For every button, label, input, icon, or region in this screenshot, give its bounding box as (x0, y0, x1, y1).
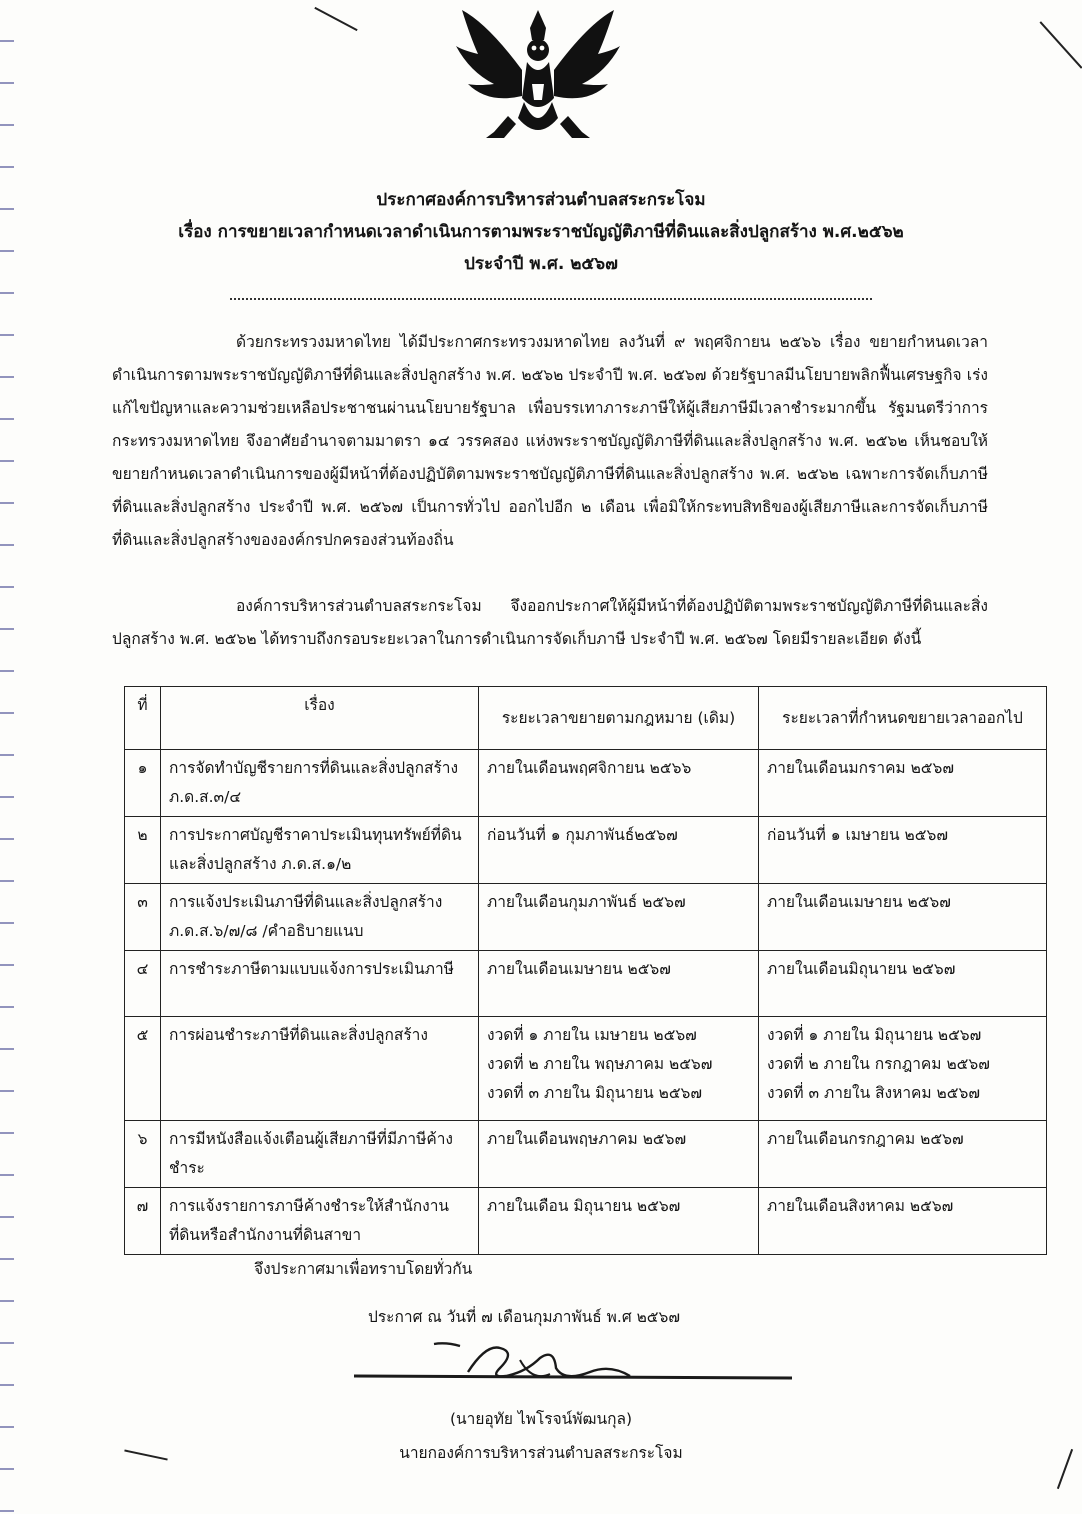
header-original-period: ระยะเวลาขยายตามกฎหมาย (เดิม) (479, 687, 759, 750)
period-line: ก่อนวันที่ ๑ กุมภาพันธ์๒๕๖๗ (487, 826, 678, 844)
dotted-separator (230, 298, 872, 300)
row-number: ๔ (125, 951, 161, 1017)
table-row (125, 1121, 1047, 1188)
row-original-period (479, 1188, 759, 1255)
signer-title: นายกองค์การบริหารส่วนตำบลสระกระโจม (399, 1444, 683, 1462)
header-topic: เรื่อง (161, 687, 479, 750)
row-original-period (479, 884, 759, 951)
period-line: ภายในเดือนพฤศจิกายน ๒๕๖๖ (487, 759, 692, 777)
installment-line: งวดที่ ๑ ภายใน มิถุนายน ๒๕๖๗ (767, 1026, 982, 1044)
period-line: ภายในเดือนสิงหาคม ๒๕๖๗ (767, 1197, 954, 1215)
row-topic: การชำระภาษีตามแบบแจ้งการประเมินภาษี (161, 951, 479, 1017)
table-row (125, 817, 1047, 884)
period-line: ภายในเดือนเมษายน ๒๕๖๗ (487, 960, 671, 978)
row-original-period (479, 750, 759, 817)
period-line: ภายในเดือนมกราคม ๒๕๖๗ (767, 759, 955, 777)
row-number: ๑ (125, 750, 161, 817)
header-no: ที่ (125, 687, 161, 750)
row-original-period (479, 1121, 759, 1188)
body-paragraph-1: ด้วยกระทรวงมหาดไทย ได้มีประกาศกระทรวงมหาดไทย ลงวันที่ ๙ พฤศจิกายน ๒๕๖๖ เรื่อง ขยายกำหนดเวลาดำเนินการตามพระราชบัญญัติภาษีที่ดินและสิ่งปลูกสร้าง พ.ศ. ๒๕๖๒ ประจำปี พ.ศ. ๒๕๖๗ ด้วยรัฐบาลมีนโยบายพลิกฟื้นเศรษฐกิจ เร่งแก้ไขปัญหาและความช่วยเหลือประชาชนผ่านนโยบายรัฐบาล เพื่อบรรเทาภาระภาษีให้ผู้เสียภาษีมีเวลาชำระมากขึ้น รัฐมนตรีว่าการกระทรวงมหาดไทย จึงอาศัยอำนาจตามมาตรา ๑๔ วรรคสอง แห่งพระราชบัญญัติภาษีที่ดินและสิ่งปลูกสร้าง พ.ศ. ๒๕๖๒ เห็นชอบให้ขยายกำหนดเวลาดำเนินการของผู้มีหน้าที่ต้องปฏิบัติตามพระราชบัญญัติภาษีที่ดินและสิ่งปลูกสร้าง พ.ศ. ๒๕๖๒ เฉพาะการจัดเก็บภาษีที่ดินและสิ่งปลูกสร้าง ประจำปี พ.ศ. ๒๕๖๗ เป็นการทั่วไป ออกไปอีก ๒ เดือน เพื่อมิให้กระทบสิทธิของผู้เสียภาษีและการจัดเก็บภาษีที่ดินและสิ่งปลูกสร้างขององค์กรปกครองส่วนท้องถิ่น (112, 333, 988, 549)
announcement-date: ประกาศ ณ วันที่ ๗ เดือนกุมภาพันธ์ พ.ศ ๒๕๖๗ (368, 1308, 681, 1326)
row-topic: การประกาศบัญชีราคาประเมินทุนทรัพย์ที่ดินและสิ่งปลูกสร้าง ภ.ด.ส.๑/๒ (161, 817, 479, 884)
row-number: ๒ (125, 817, 161, 884)
announcement-title: ประกาศองค์การบริหารส่วนตำบลสระกระโจม (376, 190, 706, 210)
row-extended-period (759, 884, 1047, 951)
row-number: ๓ (125, 884, 161, 951)
body-paragraph-2: องค์การบริหารส่วนตำบลสระกระโจม จึงออกประกาศให้ผู้มีหน้าที่ต้องปฏิบัติตามพระราชบัญญัติภาษีที่ดินและสิ่งปลูกสร้าง พ.ศ. ๒๕๖๒ ได้ทราบถึงกรอบระยะเวลาในการดำเนินการจัดเก็บภาษี ประจำปี พ.ศ. ๒๕๖๗ โดยมีรายละเอียด ดังนี้ (112, 597, 988, 648)
row-topic: การผ่อนชำระภาษีที่ดินและสิ่งปลูกสร้าง (161, 1017, 479, 1121)
period-line: ภายในเดือนเมษายน ๒๕๖๗ (767, 893, 951, 911)
row-original-period (479, 1017, 759, 1121)
table-row (125, 1188, 1047, 1255)
row-extended-period (759, 1188, 1047, 1255)
schedule-table (124, 686, 1047, 1255)
period-line: ภายในเดือนมิถุนายน ๒๕๖๗ (767, 960, 956, 978)
period-line: ภายในเดือนพฤษภาคม ๒๕๖๗ (487, 1130, 687, 1148)
table-header-row (125, 687, 1047, 750)
row-extended-period (759, 817, 1047, 884)
period-line: ภายในเดือน มิถุนายน ๒๕๖๗ (487, 1197, 681, 1215)
signature-image (350, 1338, 800, 1398)
pen-mark-top (314, 7, 357, 31)
row-extended-period (759, 951, 1047, 1017)
row-extended-period (759, 1017, 1047, 1121)
row-topic: การแจ้งประเมินภาษีที่ดินและสิ่งปลูกสร้าง ภ.ด.ส.๖/๗/๘ /คำอธิบายแนบ (161, 884, 479, 951)
announcement-year: ประจำปี พ.ศ. ๒๕๖๗ (464, 254, 618, 274)
period-line: ภายในเดือนกรกฎาคม ๒๕๖๗ (767, 1130, 964, 1148)
row-number: ๗ (125, 1188, 161, 1255)
garuda-emblem-icon (448, 6, 628, 148)
table-row (125, 750, 1047, 817)
period-line: ก่อนวันที่ ๑ เมษายน ๒๕๖๗ (767, 826, 948, 844)
installment-line: งวดที่ ๓ ภายใน มิถุนายน ๒๕๖๗ (487, 1084, 703, 1102)
row-extended-period (759, 1121, 1047, 1188)
table-row (125, 951, 1047, 1017)
header-extended-period: ระยะเวลาที่กำหนดขยายเวลาออกไป (759, 687, 1047, 750)
row-topic: การแจ้งรายการภาษีค้างชำระให้สำนักงานที่ดินหรือสำนักงานที่ดินสาขา (161, 1188, 479, 1255)
closing-notice: จึงประกาศมาเพื่อทราบโดยทั่วกัน (254, 1260, 473, 1278)
row-number: ๕ (125, 1017, 161, 1121)
row-original-period (479, 817, 759, 884)
installment-line: งวดที่ ๒ ภายใน พฤษภาคม ๒๕๖๗ (487, 1055, 713, 1073)
table-row (125, 884, 1047, 951)
announcement-subject: เรื่อง การขยายเวลากำหนดเวลาดำเนินการตามพระราชบัญญัติภาษีที่ดินและสิ่งปลูกสร้าง พ.ศ.๒๕๖๒ (178, 222, 904, 242)
table-row (125, 1017, 1047, 1121)
signer-name: (นายอุทัย ไพโรจน์พัฒนกุล) (449, 1410, 633, 1428)
row-original-period (479, 951, 759, 1017)
period-line: ภายในเดือนกุมภาพันธ์ ๒๕๖๗ (487, 893, 686, 911)
row-number: ๖ (125, 1121, 161, 1188)
row-extended-period (759, 750, 1047, 817)
installment-line: งวดที่ ๑ ภายใน เมษายน ๒๕๖๗ (487, 1026, 697, 1044)
row-topic: การจัดทำบัญชีรายการที่ดินและสิ่งปลูกสร้าง ภ.ด.ส.๓/๔ (161, 750, 479, 817)
installment-line: งวดที่ ๒ ภายใน กรกฎาคม ๒๕๖๗ (767, 1055, 990, 1073)
pen-mark-right (1040, 21, 1082, 68)
installment-line: งวดที่ ๓ ภายใน สิงหาคม ๒๕๖๗ (767, 1084, 981, 1102)
row-topic: การมีหนังสือแจ้งเตือนผู้เสียภาษีที่มีภาษีค้างชำระ (161, 1121, 479, 1188)
